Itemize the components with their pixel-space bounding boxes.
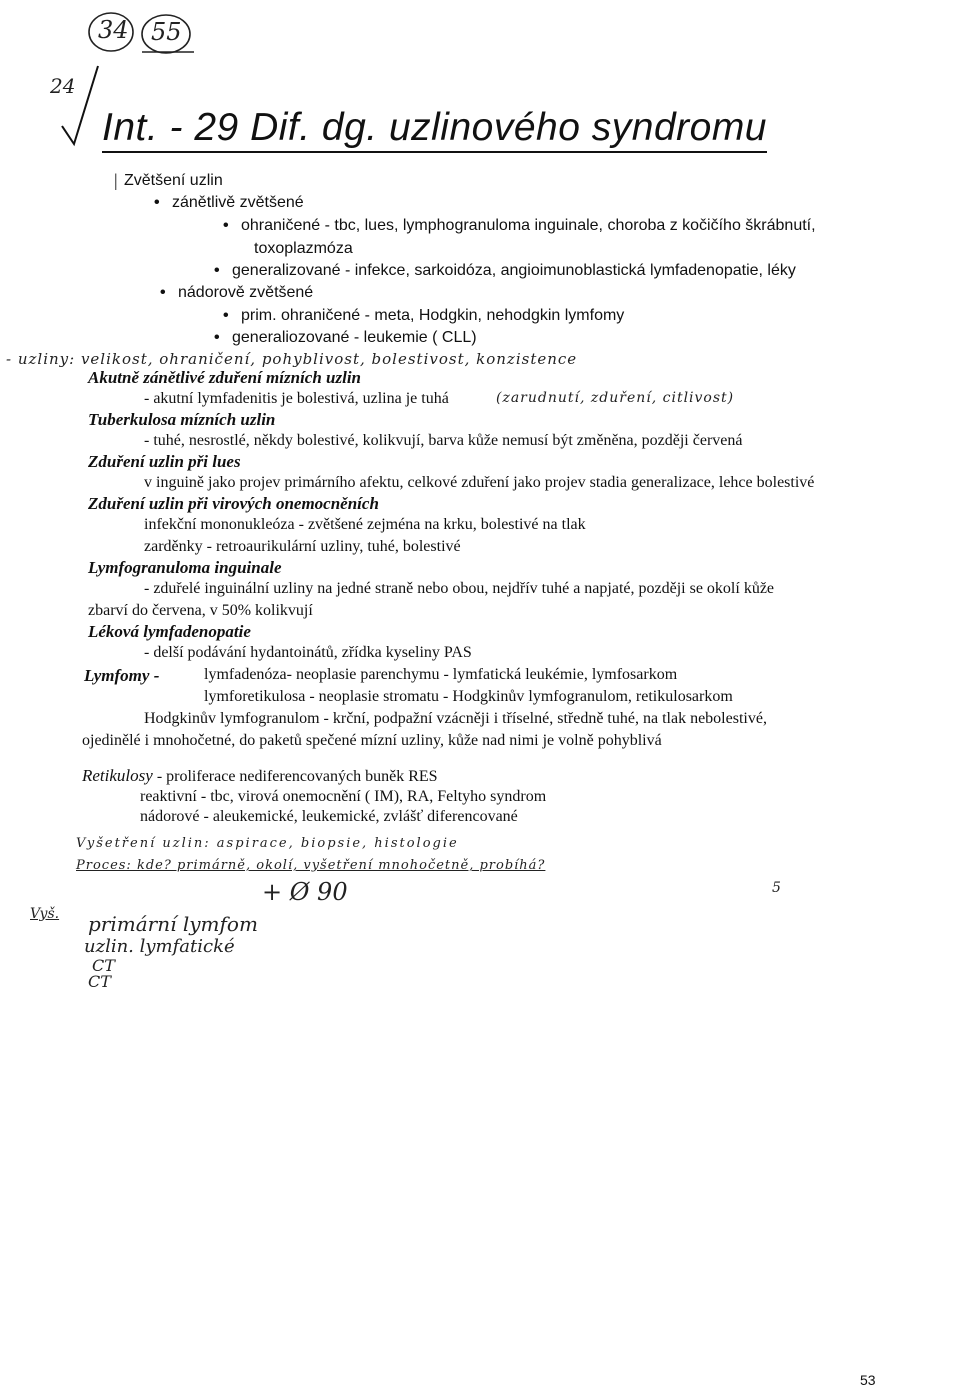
heading-zvetseni: Zvětšení uzlin [124,172,223,189]
stamp-left-number: 34 [98,16,129,44]
item-zanetlive: • zánětlivě zvětšené [172,194,304,212]
heading-lymfogranuloma: Lymfogranuloma inguinale [88,558,282,577]
handwritten-note-5-line3: CT [92,956,115,975]
page-title: Int. - 29 Dif. dg. uzlinového syndromu [102,106,767,153]
item-nador-gen: • generaliozované - leukemie ( CLL) [232,329,477,347]
heading-lekova: Léková lymfadenopatie [88,622,251,641]
text-lymfog-1: - zduřelé inguinální uzliny na jedné straně nebo obou, nejdřív tuhé a napjaté, později se okolí kůže [144,580,775,597]
text-akutni: - akutní lymfadenitis je bolestivá, uzlina je tuhá [144,390,449,407]
handwritten-note-3b: Proces: kde? primárně, okolí, vyšetření mnohočetně, probíhá? [76,858,546,873]
text-lymfomy-3: Hodgkinův lymfogranulom - krční, podpažní vzácněji i tříselné, středně tuhé, na tlak nebolestivé, [144,710,767,727]
handwritten-note-3a: Vyšetření uzlin: aspirace, biopsie, histologie [76,836,459,851]
stamp-right [138,12,194,58]
heading-lymfomy: Lymfomy - [84,666,160,685]
handwritten-note-1: - uzliny: velikost, ohraničení, pohyblivost, bolestivost, konzistence [6,350,578,368]
text-lymfomy-2: lymforetikulosa - neoplasie stromatu - Hodgkinův lymfogranulom, retikulosarkom [204,688,733,705]
text-retikulosy-3: nádorové - aleukemické, leukemické, zvlášť diferencované [140,808,518,825]
heading-viro: Zduření uzlin při virových onemocněních [88,494,379,513]
text-lymfomy-4: ojedinělé i mnohočetné, do paketů spečené mízní uzliny, kůže nad nimi je volně pohyblivá [82,732,662,749]
text-viro-2: zarděnky - retroaurikulární uzliny, tuhé, bolestivé [144,538,461,555]
heading-lues: Zduření uzlin při lues [88,452,241,471]
retikulosy-line [82,766,438,786]
text-lymfomy-1: lymfadenóza- neoplasie parenchymu - lymfatická leukémie, lymfosarkom [204,666,678,683]
item-zanet-ohr-cont: toxoplazmóza [254,240,353,257]
margin-number: 24 [50,74,76,98]
heading-akutni: Akutně zánětlivé zduření mízních uzlin [88,368,362,387]
item-zanet-ohr: • ohraničené - tbc, lues, lymphogranuloma inguinale, choroba z kočičího škrábnutí, [241,217,816,235]
handwritten-mark-right: 5 [772,880,781,896]
stamp-right-number: 55 [151,18,182,46]
handwritten-note-5-mark: Vyš. [30,906,60,922]
handwritten-note-5-line1: primární lymfom [88,912,258,936]
text-viro-1: infekční mononukleóza - zvětšené zejména na krku, bolestivé na tlak [144,516,586,533]
handwritten-note-5-line4: CT [88,972,111,991]
handwritten-note-2: (zarudnutí, zduření, citlivost) [496,390,735,406]
text-retikulosy-1: - proliferace nediferencovaných buněk RES [152,768,438,785]
item-nador-prim: • prim. ohraničené - meta, Hodgkin, nehodgkin lymfomy [241,307,624,325]
text-lymfog-2: zbarví do červena, v 50% kolikvují [88,602,313,619]
bracket-mark: | [114,170,118,190]
text-lekova: - delší podávání hydantoinátů, zřídka kyseliny PAS [144,644,472,661]
stamp-left [86,10,136,54]
handwritten-note-4: + Ø 90 [262,878,348,906]
item-zanet-gen: • generalizované - infekce, sarkoidóza, angioimunoblastická lymfadenopatie, léky [232,262,796,280]
check-mark-icon [60,64,100,146]
text-tbc: - tuhé, nesrostlé, někdy bolestivé, kolikvují, barva kůže nemusí být změněna, později červená [144,432,743,449]
page-number: 53 [860,1372,876,1388]
text-lues: v inguině jako projev primárního afektu, celkové zduření jako projev stadia generalizace, lehce bolestivé [144,474,815,491]
item-nadorove: • nádorově zvětšené [178,284,313,302]
text-retikulosy-2: reaktivní - tbc, virová onemocnění ( IM), RA, Feltyho syndrom [140,788,547,805]
handwritten-note-5-line2: uzlin. lymfatické [84,936,235,957]
heading-tbc: Tuberkulosa mízních uzlin [88,410,276,429]
heading-retikulosy: Retikulosy [82,766,153,785]
